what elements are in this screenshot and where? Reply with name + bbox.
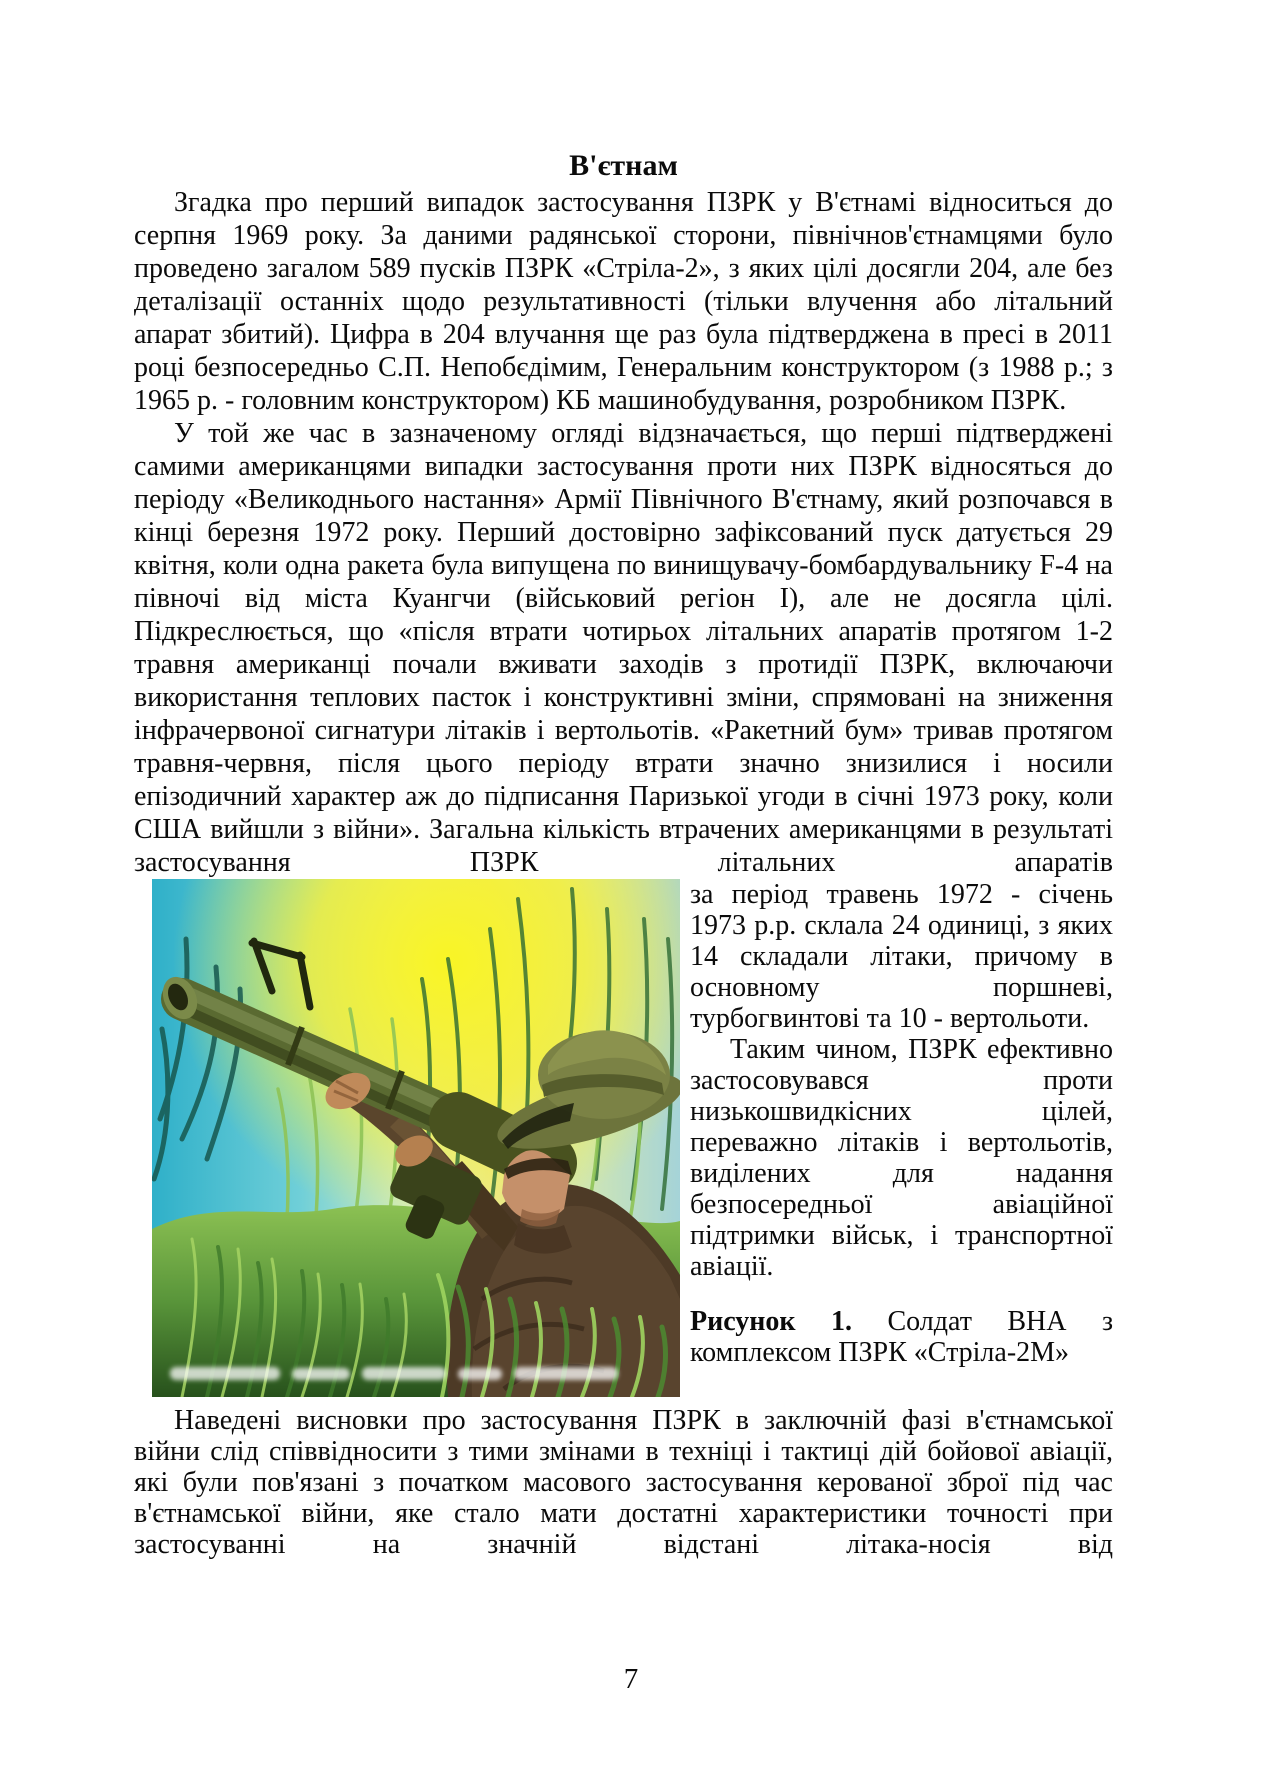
figure-photo-soldier-manpads <box>152 879 680 1397</box>
paragraph-intro: Згадка про перший випадок застосування ПЗРК у В'єтнамі відноситься до серпня 1969 року. За даними радянської сторони, північнов'єтнамцями було проведено загалом 589 пусків ПЗРК «Стріла-2», з яких цілі досягли 204, але без деталізації останніх щодо результативності (тільки влучення або літальний апарат збитий). Цифра в 204 влучання ще раз була підтверджена в пресі в 2011 році безпосередньо С.П. Непобєдімим, Генеральним конструктором (з 1988 р.; з 1965 р. - головним конструктором) КБ машинобудування, розробником ПЗРК. <box>134 187 1113 416</box>
page-title: В'єтнам <box>569 149 678 182</box>
paragraph-us-cases: У той же час в зазначеному огляді відзначається, що перші підтверджені самими американцями випадки застосування проти них ПЗРК відносяться до періоду «Великоднього настання» Армії Північного В'єтнаму, який розпочався в кінці березня 1972 року. Перший достовірно зафіксований пуск датується 29 квітня, коли одна ракета була випущена по винищувачу-бомбардувальнику F-4 на півночі від міста Куангчи (військовий регіон I), але не досягла цілі. Підкреслюється, що «після втрати чотирьох літальних апаратів протягом 1-2 травня американці почали вживати заходів з протидії ПЗРК, включаючи використання теплових пасток і конструктивні зміни, спрямовані на зниження інфрачервоної сигнатури літаків і вертольотів. «Ракетний бум» тривав протягом травня-червня, після цього періоду втрати значно знизилися і носили епізодичний характер аж до підписання Паризької угоди в січні 1973 року, коли США вийшли з війни». Загальна кількість втрачених американцями в результаті застосування ПЗРК літальних апаратів <box>134 418 1113 878</box>
page-number: 7 <box>623 1663 639 1695</box>
paragraph-us-cases-continued: за період травень 1972 - січень 1973 р.р. склала 24 одиниці, з яких 14 складали літаки, причому в основному поршневі, турбогвинтові та 10 - вертольоти. <box>690 879 1113 1034</box>
photo-watermark-blurred <box>170 1367 618 1380</box>
figure-text-flow <box>134 879 1113 1368</box>
figure-caption-text: Солдат ВНА з комплексом ПЗРК «Стріла-2М» <box>690 1306 1114 1368</box>
paragraph-final: Наведені висновки про застосування ПЗРК в заключній фазі в'єтнамської війни слід співвідносити з тими змінами в техніці і тактиці дій бойової авіації, які були пов'язані з початком масового застосування керованої зброї під час в'єтнамської війни, яке стало мати достатні характеристики точності при застосуванні на значній відстані літака-носія від <box>134 1405 1113 1560</box>
paragraph-effectiveness: Таким чином, ПЗРК ефективно застосовувався проти низькошвидкісних цілей, переважно літаків і вертольотів, виділених для надання безпосередньої авіаційної підтримки військ, і транспортної авіації. <box>690 1034 1113 1282</box>
photo-soldier-with-strela-2m-icon <box>152 879 680 1397</box>
figure-caption-label: Рисунок 1. <box>690 1306 853 1337</box>
